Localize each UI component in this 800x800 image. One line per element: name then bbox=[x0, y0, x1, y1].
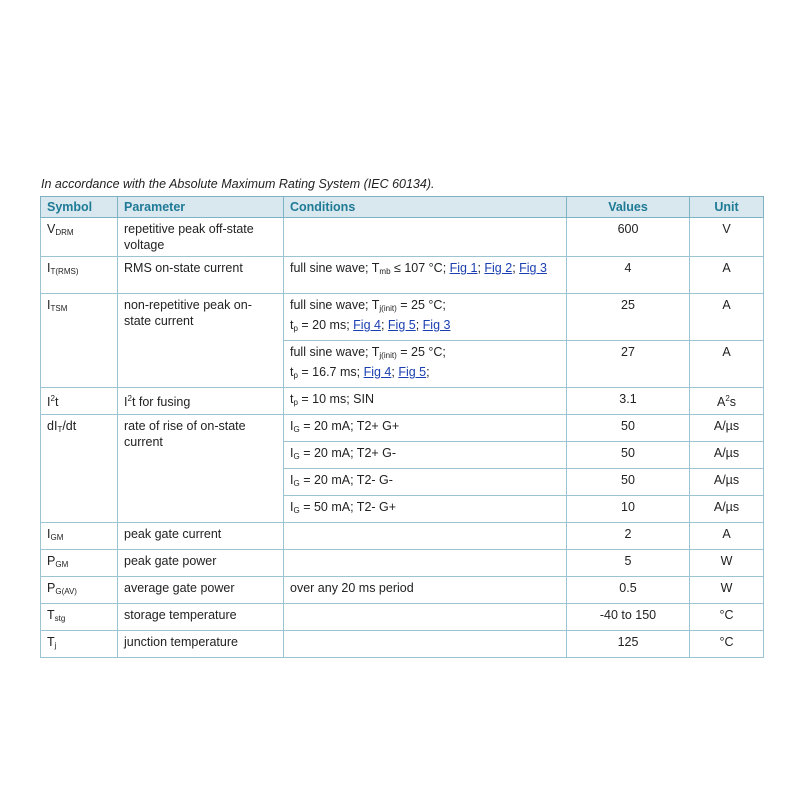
table-header-row bbox=[41, 197, 764, 218]
conditions-cell bbox=[284, 523, 567, 550]
value-cell: 50 bbox=[567, 469, 690, 496]
symbol-cell: $I_{GM}$ bbox=[41, 523, 118, 550]
symbol-cell: $T_{stg}$ bbox=[41, 604, 118, 631]
value-cell: 25 bbox=[567, 294, 690, 341]
table-row bbox=[41, 294, 764, 341]
value-cell: 5 bbox=[567, 550, 690, 577]
conditions-cell: $I_G = 20$ mA; T2- G- bbox=[284, 469, 567, 496]
fig-4-link[interactable]: Fig 4 bbox=[353, 318, 381, 332]
header-values: Values bbox=[567, 197, 690, 218]
parameter-cell: peak gate power bbox=[118, 550, 284, 577]
conditions-cell bbox=[284, 218, 567, 257]
conditions-cell: $I_G = 50$ mA; T2- G+ bbox=[284, 496, 567, 523]
unit-cell: $A^2s$ bbox=[690, 388, 764, 415]
conditions-cell: $I_G = 20$ mA; T2+ G- bbox=[284, 442, 567, 469]
conditions-cell bbox=[284, 604, 567, 631]
symbol-cell: $P_{G(AV)}$ bbox=[41, 577, 118, 604]
conditions-cell: full sine wave; $T_{mb} \le 107$ °C; Fig 1; Fig 2; Fig 3 bbox=[284, 257, 567, 294]
fig-5-link[interactable]: Fig 5 bbox=[387, 318, 416, 332]
value-cell: 2 bbox=[567, 523, 690, 550]
table-caption: In accordance with the Absolute Maximum Rating System (IEC 60134). bbox=[41, 177, 435, 191]
table-row bbox=[41, 415, 764, 442]
parameter-cell: non-repetitive peak on-state current bbox=[118, 294, 284, 388]
header-parameter: Parameter bbox=[118, 197, 284, 218]
value-cell: 600 bbox=[567, 218, 690, 257]
unit-cell: A/µs bbox=[690, 415, 764, 442]
header-unit: Unit bbox=[690, 197, 764, 218]
header-symbol: Symbol bbox=[41, 197, 118, 218]
table-row bbox=[41, 604, 764, 631]
conditions-cell: $I_G = 20$ mA; T2+ G+ bbox=[284, 415, 567, 442]
conditions-cell: over any 20 ms period bbox=[284, 577, 567, 604]
fig-3-link[interactable]: Fig 3 bbox=[422, 318, 451, 332]
unit-cell: W bbox=[690, 550, 764, 577]
table-row bbox=[41, 257, 764, 294]
parameter-cell: average gate power bbox=[118, 577, 284, 604]
value-cell: 4 bbox=[567, 257, 690, 294]
unit-cell: A bbox=[690, 523, 764, 550]
table-row bbox=[41, 523, 764, 550]
parameter-cell: storage temperature bbox=[118, 604, 284, 631]
value-cell: 10 bbox=[567, 496, 690, 523]
parameter-cell: rate of rise of on-state current bbox=[118, 415, 284, 523]
value-cell: 125 bbox=[567, 631, 690, 658]
value-cell: 0.5 bbox=[567, 577, 690, 604]
fig-4-link[interactable]: Fig 4 bbox=[363, 365, 392, 379]
table-row bbox=[41, 577, 764, 604]
symbol-cell: $I_{TSM}$ bbox=[41, 294, 118, 388]
parameter-cell: RMS on-state current bbox=[118, 257, 284, 294]
symbol-cell: $dI_T/dt$ bbox=[41, 415, 118, 523]
unit-cell: A bbox=[690, 294, 764, 341]
unit-cell: A/µs bbox=[690, 442, 764, 469]
symbol-cell: $T_j$ bbox=[41, 631, 118, 658]
value-cell: 3.1 bbox=[567, 388, 690, 415]
table-row bbox=[41, 388, 764, 415]
value-cell: -40 to 150 bbox=[567, 604, 690, 631]
conditions-cell: full sine wave; $T_{j(init)} = 25$ °C; $t_p = 16.7$ ms; Fig 4; Fig 5; bbox=[284, 341, 567, 388]
unit-cell: A/µs bbox=[690, 469, 764, 496]
unit-cell: °C bbox=[690, 631, 764, 658]
table-row bbox=[41, 631, 764, 658]
symbol-cell: $P_{GM}$ bbox=[41, 550, 118, 577]
parameter-cell: repetitive peak off-state voltage bbox=[118, 218, 284, 257]
unit-cell: V bbox=[690, 218, 764, 257]
symbol-cell: $V_{DRM}$ bbox=[41, 218, 118, 257]
conditions-cell bbox=[284, 550, 567, 577]
unit-cell: A/µs bbox=[690, 496, 764, 523]
fig-2-link[interactable]: Fig 2 bbox=[484, 261, 513, 275]
unit-cell: W bbox=[690, 577, 764, 604]
parameter-cell: junction temperature bbox=[118, 631, 284, 658]
conditions-cell: full sine wave; $T_{j(init)} = 25$ °C; $t_p = 20$ ms; Fig 4; Fig 5; Fig 3 bbox=[284, 294, 567, 341]
symbol-cell: $I^2t$ bbox=[41, 388, 118, 415]
parameter-cell: $I^2t$ for fusing bbox=[118, 388, 284, 415]
value-cell: 50 bbox=[567, 415, 690, 442]
conditions-cell bbox=[284, 631, 567, 658]
table-row bbox=[41, 550, 764, 577]
unit-cell: °C bbox=[690, 604, 764, 631]
fig-1-link[interactable]: Fig 1 bbox=[449, 261, 478, 275]
fig-5-link[interactable]: Fig 5 bbox=[398, 365, 427, 379]
parameter-cell: peak gate current bbox=[118, 523, 284, 550]
value-cell: 27 bbox=[567, 341, 690, 388]
conditions-cell: $t_p = 10$ ms; SIN bbox=[284, 388, 567, 415]
value-cell: 50 bbox=[567, 442, 690, 469]
ratings-table bbox=[40, 196, 764, 658]
header-conditions: Conditions bbox=[284, 197, 567, 218]
fig-3-link[interactable]: Fig 3 bbox=[519, 261, 547, 275]
symbol-cell: $I_{T(RMS)}$ bbox=[41, 257, 118, 294]
table-row bbox=[41, 218, 764, 257]
unit-cell: A bbox=[690, 257, 764, 294]
unit-cell: A bbox=[690, 341, 764, 388]
